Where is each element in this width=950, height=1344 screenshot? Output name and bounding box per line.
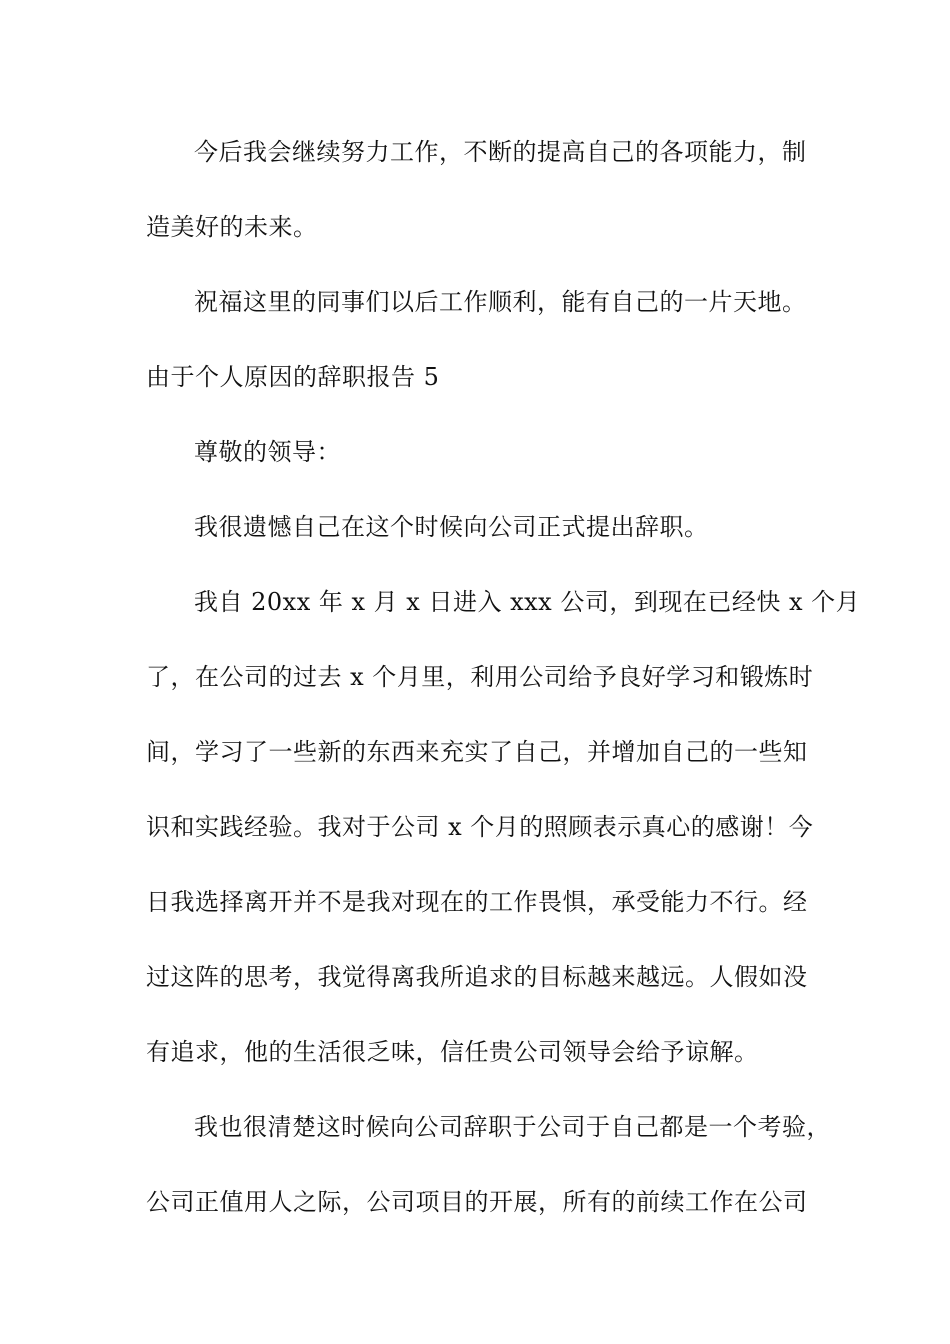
paragraph-line: 我也很清楚这时候向公司辞职于公司于自己都是一个考验， bbox=[194, 1113, 831, 1141]
paragraph-line: 识和实践经验。我对于公司 x 个月的照顾表示真心的感谢！今 bbox=[146, 813, 814, 841]
paragraph-line: 今后我会继续努力工作，不断的提高自己的各项能力，制 bbox=[194, 138, 807, 166]
paragraph-line: 造美好的未来。 bbox=[146, 213, 318, 241]
paragraph-line: 了，在公司的过去 x 个月里，利用公司给予良好学习和锻炼时 bbox=[146, 663, 814, 691]
paragraph-line: 日我选择离开并不是我对现在的工作畏惧，承受能力不行。经 bbox=[146, 888, 808, 916]
paragraph-line: 间，学习了一些新的东西来充实了自己，并增加自己的一些知 bbox=[146, 738, 808, 766]
paragraph-line: 过这阵的思考，我觉得离我所追求的目标越来越远。人假如没 bbox=[146, 963, 808, 991]
paragraph-line: 我自 20xx 年 x 月 x 日进入 xxx 公司，到现在已经快 x 个月 bbox=[194, 588, 861, 616]
paragraph-line: 祝福这里的同事们以后工作顺利，能有自己的一片天地。 bbox=[194, 288, 807, 316]
paragraph-line: 有追求，他的生活很乏味，信任贵公司领导会给予谅解。 bbox=[146, 1038, 759, 1066]
paragraph-line: 我很遗憾自己在这个时候向公司正式提出辞职。 bbox=[194, 513, 709, 541]
section-heading: 由于个人原因的辞职报告 5 bbox=[146, 363, 440, 391]
paragraph-line: 公司正值用人之际，公司项目的开展，所有的前续工作在公司 bbox=[146, 1188, 808, 1216]
salutation: 尊敬的领导： bbox=[194, 438, 341, 466]
